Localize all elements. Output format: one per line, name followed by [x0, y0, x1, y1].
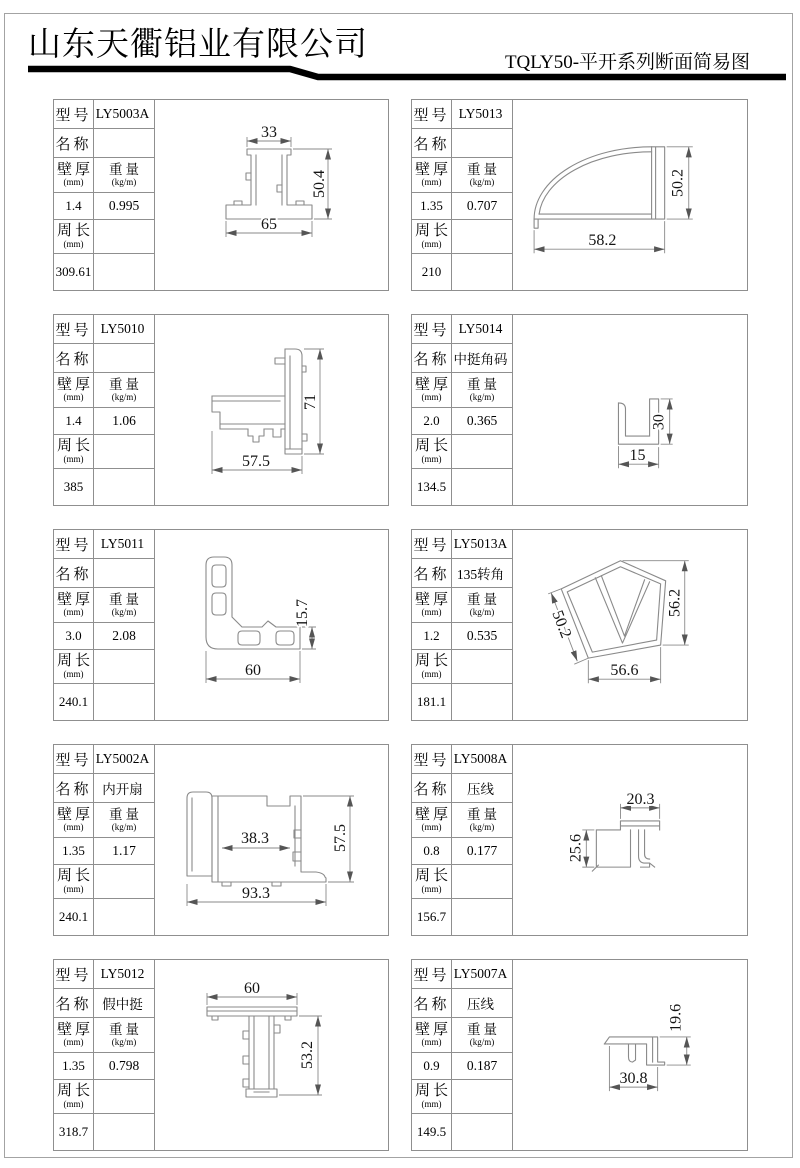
wall-value: 1.4: [54, 408, 94, 434]
model-label: 型号: [54, 960, 94, 988]
dim-bottom: 58.2: [588, 232, 617, 250]
dim-top: 20.3: [626, 790, 655, 808]
perimeter-label: 周长 (mm): [412, 865, 452, 898]
wall-value: 1.35: [54, 838, 94, 864]
profile-cell-ly5014: [411, 314, 748, 506]
perimeter-value: 210: [412, 254, 452, 290]
weight-value: 0.187: [466, 1058, 498, 1073]
empty-cell: [94, 899, 154, 935]
profile-drawing: [512, 100, 746, 290]
weight-value: 0.177: [466, 843, 498, 858]
wall-label: 壁厚 (mm): [412, 588, 452, 622]
empty-cell: [94, 435, 154, 468]
model-value: LY5007A: [453, 966, 508, 981]
perimeter-label: 周长 (mm): [54, 1080, 94, 1113]
weight-value: 1.06: [112, 413, 136, 428]
wall-label: 壁厚 (mm): [412, 373, 452, 407]
dim-side: 30: [650, 414, 668, 431]
perimeter-value: 134.5: [412, 469, 452, 505]
weight-value: 0.707: [466, 198, 498, 213]
weight-value: 0.995: [108, 198, 140, 213]
empty-cell: [452, 684, 512, 720]
model-label: 型号: [412, 530, 452, 558]
weight-value: 2.08: [112, 628, 136, 643]
empty-cell: [94, 469, 154, 505]
profile-cell-ly5011: [53, 529, 389, 721]
spec-table: [412, 960, 513, 1150]
wall-label: 壁厚 (mm): [54, 803, 94, 837]
wall-label: 壁厚 (mm): [412, 158, 452, 192]
dim-diagonal: 50.2: [548, 608, 575, 641]
empty-cell: [94, 684, 154, 720]
profile-drawing: [154, 745, 387, 935]
empty-cell: [94, 1080, 154, 1113]
wall-value: 1.35: [412, 193, 452, 219]
model-value: LY5010: [100, 321, 145, 336]
name-label: 名称: [412, 774, 452, 802]
model-label: 型号: [412, 745, 452, 773]
empty-cell: [94, 254, 154, 290]
dim-bottom: 15: [629, 447, 646, 465]
perimeter-value: 385: [54, 469, 94, 505]
dim-side: 50.4: [311, 170, 328, 198]
dim-bottom: 57.5: [242, 453, 270, 470]
model-value: LY5013A: [453, 536, 508, 551]
profile-cell-ly5008a: [411, 744, 748, 936]
dim-bottom: 56.6: [610, 662, 639, 680]
profile-drawing: [154, 315, 387, 505]
empty-cell: [452, 1080, 512, 1113]
name-label: 名称: [54, 344, 94, 372]
name-value: 135转角: [456, 567, 505, 582]
empty-cell: [452, 435, 512, 468]
name-label: 名称: [412, 129, 452, 157]
model-label: 型号: [54, 530, 94, 558]
wall-label: 壁厚 (mm): [54, 588, 94, 622]
dim-inner: 38.3: [241, 830, 269, 847]
empty-cell: [452, 899, 512, 935]
perimeter-value: 181.1: [412, 684, 452, 720]
name-value: 中挺角码: [453, 352, 508, 367]
perimeter-label: 周长 (mm): [54, 220, 94, 253]
weight-label: 重量 (kg/m): [109, 592, 142, 617]
dim-top: 60: [244, 980, 260, 997]
profile-drawing: [154, 100, 387, 290]
weight-label: 重量 (kg/m): [467, 162, 500, 187]
series-subtitle: TQLY50-平开系列断面简易图: [504, 52, 751, 73]
spec-table: [412, 315, 513, 505]
spec-table: [412, 530, 513, 720]
empty-cell: [452, 650, 512, 683]
dim-bottom: 65: [261, 216, 277, 233]
weight-value: 1.17: [112, 843, 136, 858]
perimeter-value: 149.5: [412, 1114, 452, 1150]
model-value: LY5014: [458, 321, 503, 336]
profile-cell-ly5013a: [411, 529, 748, 721]
spec-table: [54, 315, 155, 505]
model-label: 型号: [412, 960, 452, 988]
profile-drawing: [512, 530, 746, 720]
name-label: 名称: [54, 774, 94, 802]
dim-side: 57.5: [332, 824, 349, 852]
profile-drawing: [512, 960, 746, 1150]
wall-value: 0.8: [412, 838, 452, 864]
dim-side: 56.2: [666, 588, 684, 617]
weight-value: 0.365: [466, 413, 498, 428]
model-label: 型号: [412, 315, 452, 343]
profile-cell-ly5010: [53, 314, 389, 506]
perimeter-value: 309.61: [54, 254, 94, 290]
dim-side: 25.6: [567, 833, 585, 863]
name-value: [91, 344, 154, 372]
wall-label: 壁厚 (mm): [54, 1018, 94, 1052]
dim-side: 53.2: [299, 1041, 316, 1069]
name-label: 名称: [412, 344, 452, 372]
profile-drawing: [154, 960, 387, 1150]
perimeter-label: 周长 (mm): [412, 435, 452, 468]
perimeter-value: 240.1: [54, 899, 94, 935]
wall-value: 2.0: [412, 408, 452, 434]
perimeter-value: 240.1: [54, 684, 94, 720]
weight-label: 重量 (kg/m): [109, 162, 142, 187]
empty-cell: [452, 220, 512, 253]
empty-cell: [94, 220, 154, 253]
model-label: 型号: [54, 100, 94, 128]
name-label: 名称: [54, 559, 94, 587]
empty-cell: [452, 469, 512, 505]
dim-side: 71: [302, 394, 319, 410]
name-label: 名称: [54, 989, 94, 1017]
profile-drawing: [154, 530, 387, 720]
spec-table: [54, 100, 155, 290]
dim-side: 50.2: [669, 168, 687, 197]
weight-label: 重量 (kg/m): [467, 377, 500, 402]
spec-table: [54, 960, 155, 1150]
empty-cell: [94, 650, 154, 683]
model-value: LY5003A: [95, 106, 150, 121]
company-title: 山东天衢铝业有限公司: [28, 27, 368, 63]
wall-label: 壁厚 (mm): [54, 158, 94, 192]
model-label: 型号: [412, 100, 452, 128]
perimeter-label: 周长 (mm): [54, 865, 94, 898]
profile-cell-ly5002a: [53, 744, 389, 936]
spec-table: [54, 530, 155, 720]
dim-bottom: 93.3: [242, 885, 270, 902]
model-value: LY5008A: [453, 751, 508, 766]
dim-side: 19.6: [667, 1003, 685, 1032]
perimeter-label: 周长 (mm): [412, 650, 452, 683]
name-value: [449, 129, 512, 157]
dim-side: 15.7: [294, 599, 311, 627]
wall-label: 壁厚 (mm): [412, 1018, 452, 1052]
model-label: 型号: [54, 745, 94, 773]
profile-cell-ly5003a: [53, 99, 389, 291]
profile-cell-ly5013: [411, 99, 748, 291]
weight-value: 0.798: [108, 1058, 140, 1073]
weight-label: 重量 (kg/m): [109, 1022, 142, 1047]
empty-cell: [94, 1114, 154, 1150]
wall-value: 1.35: [54, 1053, 94, 1079]
weight-label: 重量 (kg/m): [109, 377, 142, 402]
perimeter-label: 周长 (mm): [54, 650, 94, 683]
weight-label: 重量 (kg/m): [467, 592, 500, 617]
empty-cell: [94, 865, 154, 898]
wall-value: 0.9: [412, 1053, 452, 1079]
perimeter-label: 周长 (mm): [54, 435, 94, 468]
name-value: 内开扇: [102, 782, 143, 797]
name-value: [91, 559, 154, 587]
dim-bottom: 30.8: [619, 1070, 648, 1088]
empty-cell: [452, 1114, 512, 1150]
name-value: 压线: [467, 782, 494, 797]
model-value: LY5002A: [95, 751, 150, 766]
profile-drawing: [512, 745, 746, 935]
profile-drawing: [512, 315, 746, 505]
name-value: 压线: [467, 997, 494, 1012]
spec-table: [412, 100, 513, 290]
weight-label: 重量 (kg/m): [467, 1022, 500, 1047]
empty-cell: [452, 254, 512, 290]
dim-bottom: 60: [245, 662, 261, 679]
wall-value: 1.4: [54, 193, 94, 219]
perimeter-value: 156.7: [412, 899, 452, 935]
spec-table: [54, 745, 155, 935]
model-value: LY5013: [458, 106, 503, 121]
perimeter-label: 周长 (mm): [412, 220, 452, 253]
weight-value: 0.535: [466, 628, 498, 643]
model-value: LY5012: [100, 966, 145, 981]
name-label: 名称: [412, 989, 452, 1017]
dim-top: 33: [261, 124, 277, 141]
wall-label: 壁厚 (mm): [412, 803, 452, 837]
name-label: 名称: [412, 559, 452, 587]
name-value: [91, 129, 154, 157]
name-label: 名称: [54, 129, 94, 157]
model-label: 型号: [54, 315, 94, 343]
spec-table: [412, 745, 513, 935]
wall-value: 1.2: [412, 623, 452, 649]
wall-value: 3.0: [54, 623, 94, 649]
model-value: LY5011: [100, 536, 145, 551]
perimeter-label: 周长 (mm): [412, 1080, 452, 1113]
perimeter-value: 318.7: [54, 1114, 94, 1150]
profile-cell-ly5012: [53, 959, 389, 1151]
weight-label: 重量 (kg/m): [467, 807, 500, 832]
wall-label: 壁厚 (mm): [54, 373, 94, 407]
weight-label: 重量 (kg/m): [109, 807, 142, 832]
profile-cell-ly5007a: [411, 959, 748, 1151]
name-value: 假中挺: [102, 997, 143, 1012]
empty-cell: [452, 865, 512, 898]
